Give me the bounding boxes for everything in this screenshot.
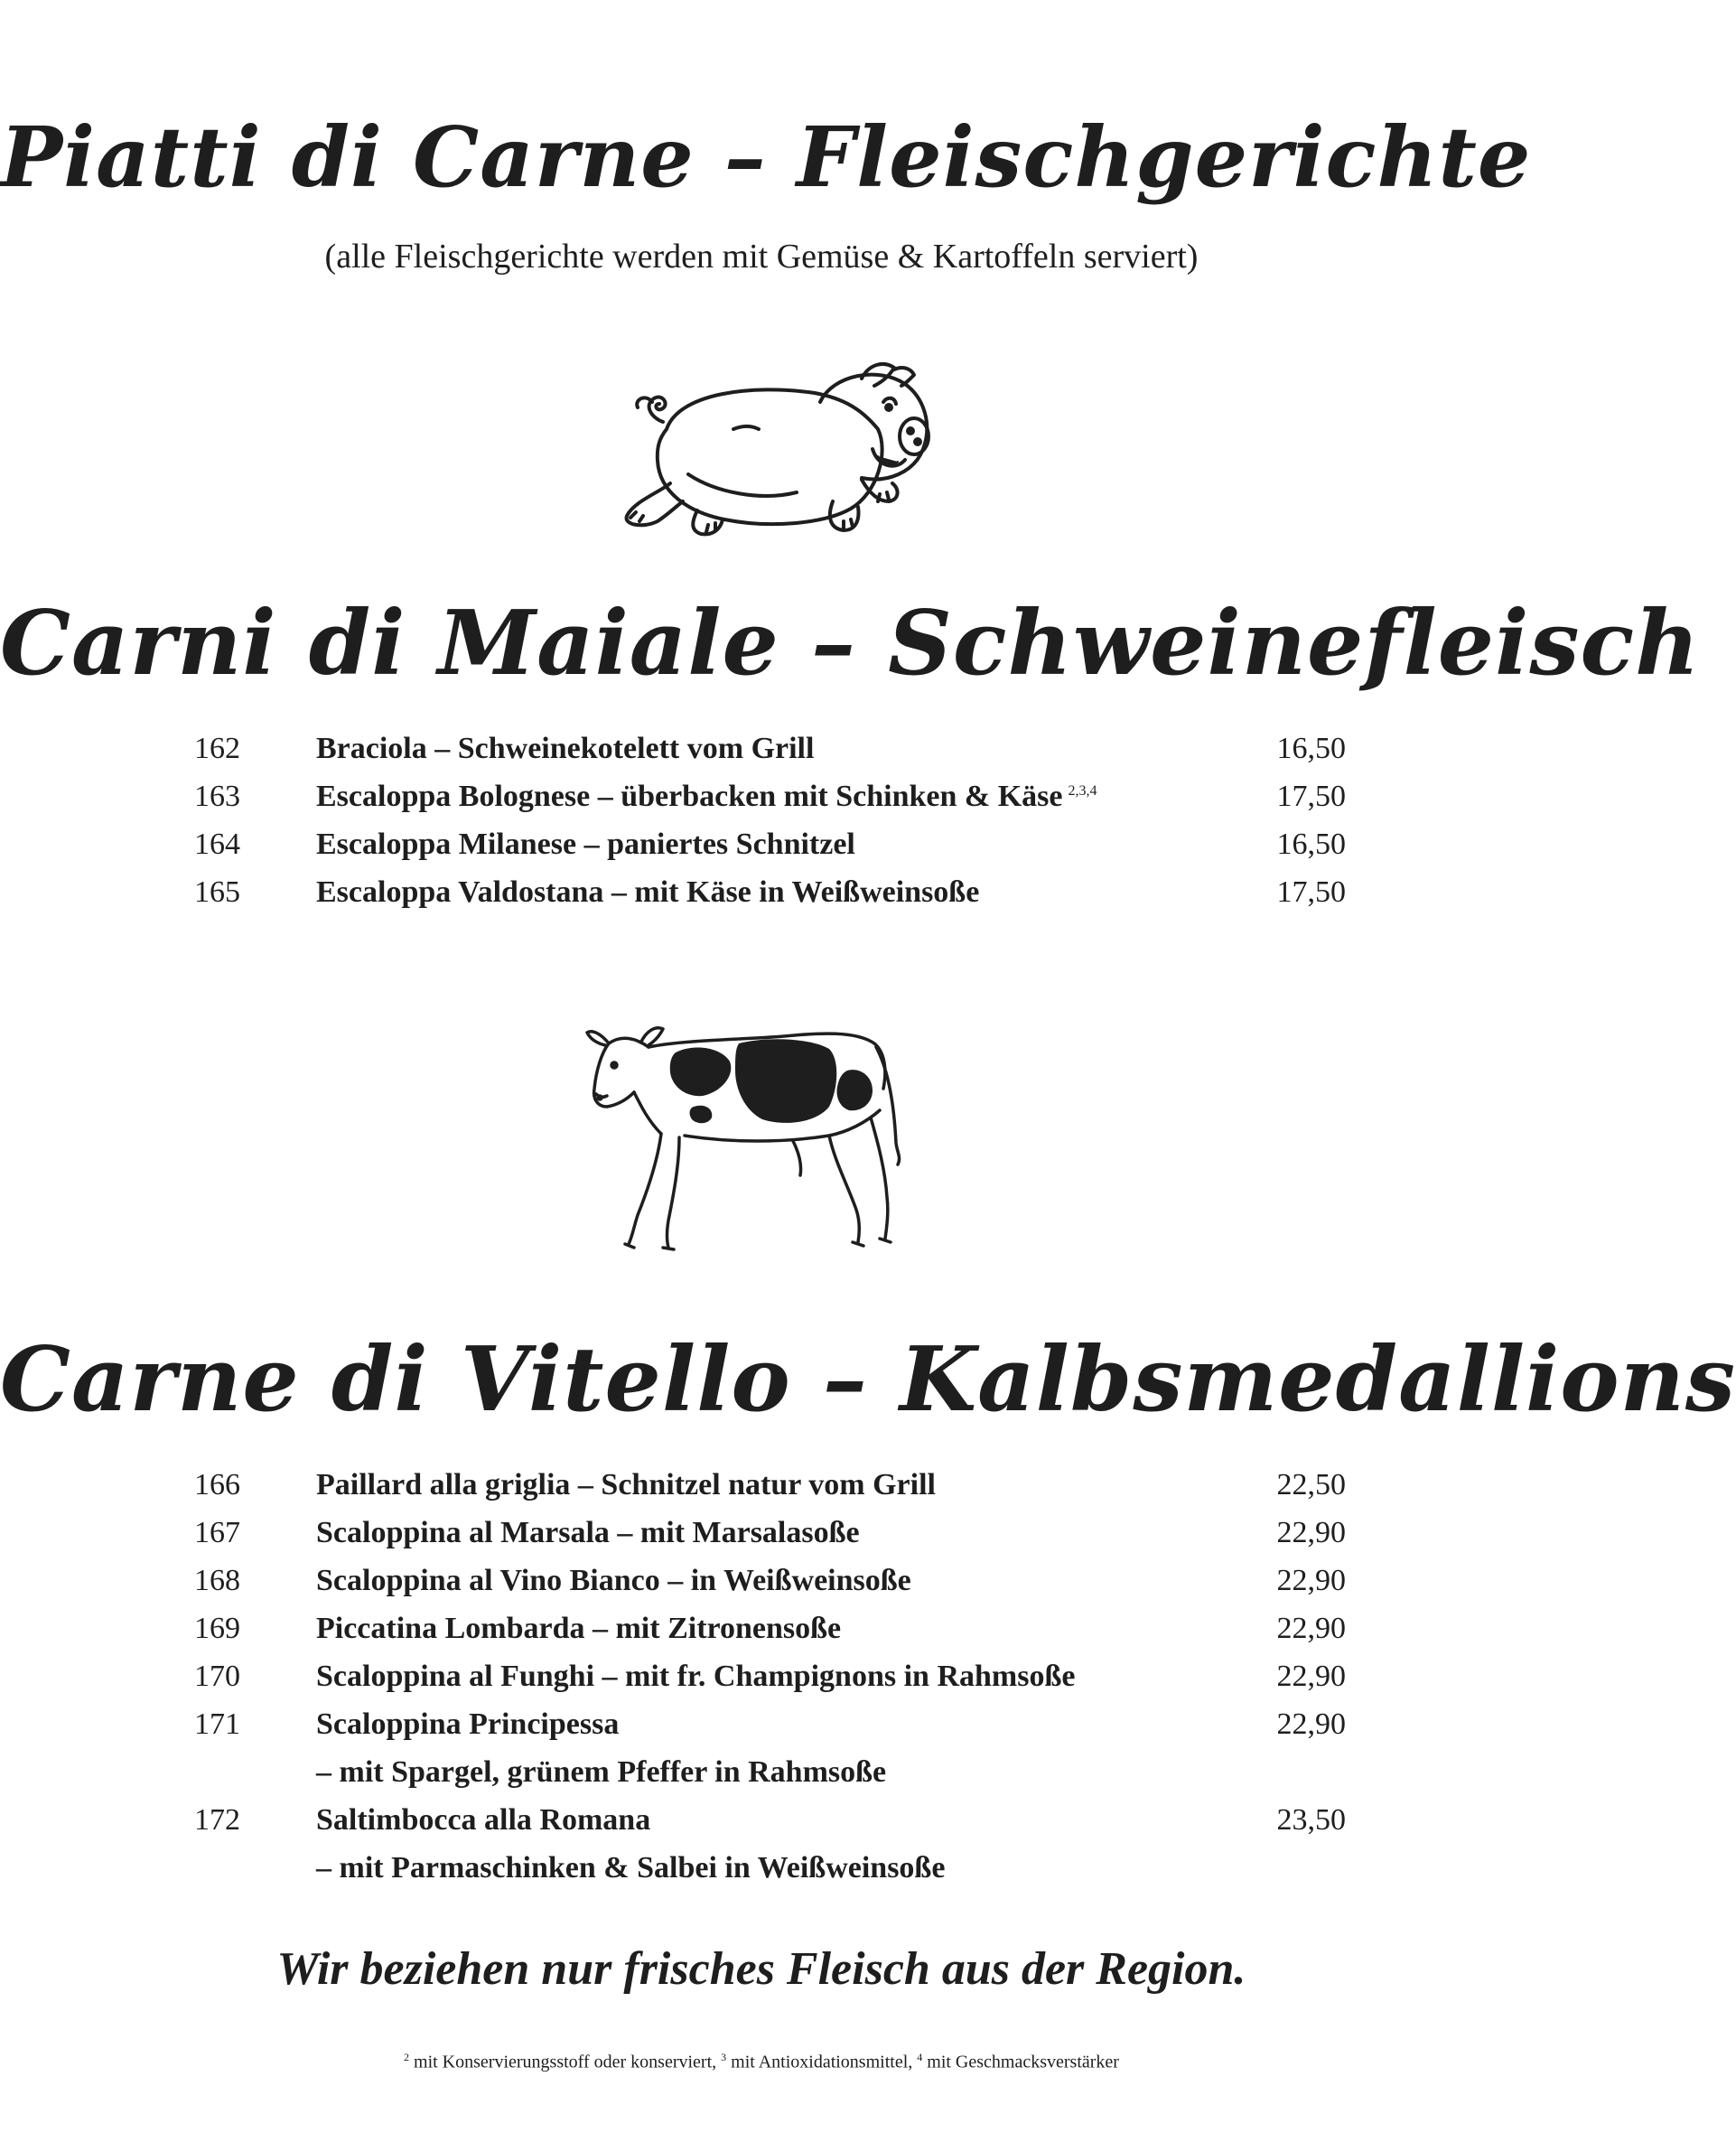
footnote-text: mit Konservierungsstoff oder konserviert, bbox=[409, 2052, 722, 2072]
item-number: 168 bbox=[194, 1564, 240, 1597]
menu-item bbox=[0, 732, 1523, 780]
item-name: Escaloppa Bolognese – überbacken mit Schinken & Käse bbox=[316, 780, 1063, 813]
pig-icon bbox=[607, 366, 941, 547]
item-number: 165 bbox=[194, 875, 240, 909]
item-name: Escaloppa Valdostana – mit Käse in Weißweinsoße bbox=[316, 875, 980, 909]
item-description bbox=[316, 875, 979, 910]
menu-item-detail bbox=[0, 1851, 1523, 1899]
menu-item bbox=[0, 1803, 1523, 1851]
item-name: Saltimbocca alla Romana bbox=[316, 1803, 651, 1837]
item-number: 164 bbox=[194, 828, 240, 861]
item-price: 22,90 bbox=[1276, 1660, 1346, 1693]
menu-item bbox=[0, 1516, 1523, 1564]
footnote-sup: 3 bbox=[721, 2051, 727, 2063]
item-name: Scaloppina al Funghi – mit fr. Champignons in Rahmsoße bbox=[316, 1660, 1076, 1693]
item-description bbox=[316, 732, 814, 766]
section-title-pork: Carni di Maiale – Schweinefleisch bbox=[0, 592, 1701, 696]
item-detail: – mit Parmaschinken & Salbei in Weißweinsoße bbox=[316, 1851, 946, 1885]
item-price: 22,50 bbox=[1276, 1468, 1346, 1501]
menu-item bbox=[0, 1612, 1523, 1660]
menu-list-pork bbox=[0, 732, 1523, 923]
section-title-veal: Carne di Vitello – Kalbsmedallions bbox=[0, 1328, 1736, 1432]
item-name: Scaloppina Principessa bbox=[316, 1707, 620, 1741]
item-number: 162 bbox=[194, 732, 240, 765]
item-detail: – mit Spargel, grünem Pfeffer in Rahmsoße bbox=[316, 1755, 887, 1789]
item-number: 166 bbox=[194, 1468, 240, 1501]
menu-item bbox=[0, 1468, 1523, 1516]
item-price: 22,90 bbox=[1276, 1612, 1346, 1645]
item-description bbox=[316, 828, 855, 862]
menu-item bbox=[0, 828, 1523, 875]
page-subtitle: (alle Fleischgerichte werden mit Gemüse & Kartoffeln serviert) bbox=[324, 238, 1199, 276]
menu-item bbox=[0, 875, 1523, 923]
item-name: Scaloppina al Vino Bianco – in Weißweinsoße bbox=[316, 1564, 911, 1597]
item-name: Escaloppa Milanese – paniertes Schnitzel bbox=[316, 828, 855, 861]
footnote bbox=[0, 2051, 1523, 2073]
item-price: 16,50 bbox=[1276, 828, 1346, 861]
item-number: 170 bbox=[194, 1660, 240, 1693]
item-price: 22,90 bbox=[1276, 1516, 1346, 1549]
menu-list-veal bbox=[0, 1468, 1523, 1899]
footnote-text: mit Antioxidationsmittel, bbox=[726, 2052, 918, 2072]
item-name: Paillard alla griglia – Schnitzel natur vom Grill bbox=[316, 1468, 936, 1501]
item-number: 172 bbox=[194, 1803, 240, 1837]
menu-item bbox=[0, 780, 1523, 828]
item-price: 16,50 bbox=[1276, 732, 1346, 765]
item-price: 22,90 bbox=[1276, 1707, 1346, 1741]
calf-icon bbox=[585, 1016, 919, 1269]
item-name: Braciola – Schweinekotelett vom Grill bbox=[316, 732, 815, 765]
item-price: 23,50 bbox=[1276, 1803, 1346, 1837]
menu-item bbox=[0, 1707, 1523, 1755]
item-number: 163 bbox=[194, 780, 240, 813]
slogan: Wir beziehen nur frisches Fleisch aus der Region. bbox=[276, 1943, 1246, 1995]
page-title: Piatti di Carne – Fleischgerichte bbox=[0, 108, 1532, 206]
item-number: 167 bbox=[194, 1516, 240, 1549]
item-price: 17,50 bbox=[1276, 875, 1346, 909]
menu-item-detail bbox=[0, 1755, 1523, 1803]
item-number: 169 bbox=[194, 1612, 240, 1645]
footnote-sup: 4 bbox=[917, 2051, 923, 2063]
item-number: 171 bbox=[194, 1707, 240, 1741]
item-name: Scaloppina al Marsala – mit Marsalasoße bbox=[316, 1516, 860, 1549]
item-description bbox=[316, 780, 1097, 814]
menu-item bbox=[0, 1564, 1523, 1612]
item-price: 17,50 bbox=[1276, 780, 1346, 813]
allergen-superscript: 2,3,4 bbox=[1068, 782, 1097, 799]
item-price: 22,90 bbox=[1276, 1564, 1346, 1597]
menu-item bbox=[0, 1660, 1523, 1707]
item-name: Piccatina Lombarda – mit Zitronensoße bbox=[316, 1612, 842, 1645]
footnote-text: mit Geschmacksverstärker bbox=[922, 2052, 1119, 2072]
footnote-sup: 2 bbox=[404, 2051, 410, 2063]
